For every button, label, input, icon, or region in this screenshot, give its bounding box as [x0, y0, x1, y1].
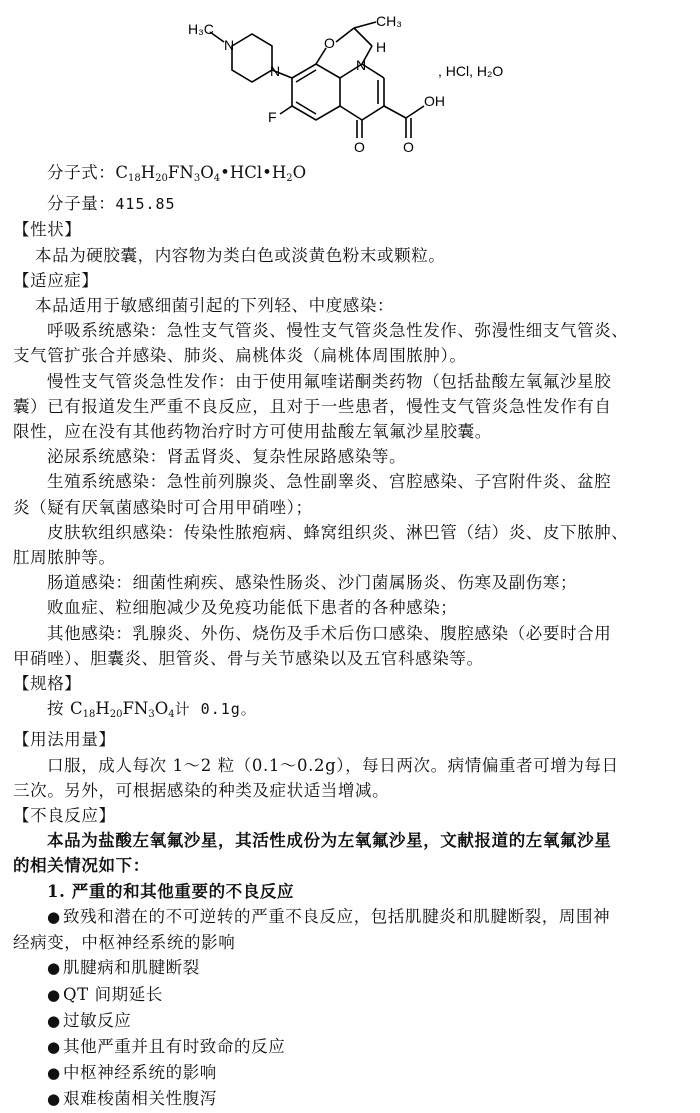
guige-prefix: 按	[47, 699, 70, 719]
section-title-yongfa: 【用法用量】	[13, 730, 116, 750]
bullet-icon: ●	[47, 1090, 61, 1109]
adverse-subheading: 1. 严重的和其他重要的不良反应	[47, 881, 295, 901]
xingzhuang-text: 本品为硬胶囊，内容物为类白色或淡黄色粉末或颗粒。	[35, 245, 446, 265]
chem-label-n2: N	[270, 63, 281, 79]
chem-label-n1: N	[224, 37, 235, 53]
bullet-icon: ●	[47, 959, 61, 978]
indication-line: 生殖系统感染：急性前列腺炎、急性副睾炎、宫腔感染、子宫附件炎、盆腔	[47, 472, 612, 492]
bullet-icon: ●	[47, 985, 61, 1004]
guige-suffix: 计 0.1g。	[174, 700, 257, 719]
section-title-shiyingzheng: 【适应症】	[13, 270, 99, 290]
chem-label-salt: , HCl, H₂O	[438, 63, 504, 79]
molecular-formula-line	[13, 160, 693, 191]
indication-line: 呼吸系统感染：急性支气管炎、慢性支气管炎急性发作、弥漫性细支气管炎、	[47, 321, 629, 341]
bullet-icon: ●	[47, 907, 61, 926]
indication-line: 肛周脓肿等。	[13, 548, 116, 568]
chem-label-oh: OH	[424, 93, 445, 109]
chem-label-h3c: H₃C	[188, 21, 214, 37]
indication-line: 囊）已有报道发生严重不良反应，且对于一些患者，慢性支气管炎急性发作有自	[13, 396, 612, 416]
indication-line: 慢性支气管炎急性发作：由于使用氟喹诺酮类药物（包括盐酸左氧氟沙星胶	[47, 371, 612, 391]
adverse-bullet-item: ● 中枢神经系统的影响	[13, 1060, 693, 1086]
chem-label-o: O	[324, 35, 335, 51]
dosage-line: 三次。另外，可根据感染的种类及症状适当增减。	[13, 780, 390, 800]
indication-line: 炎（疑有厌氧菌感染时可合用甲硝唑）；	[13, 497, 313, 517]
indication-line: 败血症、粒细胞减少及免疫功能低下患者的各种感染；	[47, 598, 458, 618]
section-title-xingzhuang: 【性状】	[13, 220, 82, 240]
adverse-bullet-item: ● 肌腱病和肌腱断裂	[13, 955, 693, 981]
adverse-bullet-continuation: 经病变，中枢神经系统的影响	[13, 933, 236, 953]
indication-line: 其他感染：乳腺炎、外伤、烧伤及手术后伤口感染、腹腔感染（必要时合用	[47, 623, 612, 643]
chemical-structure-image	[180, 6, 540, 156]
section-title-guige: 【规格】	[13, 674, 82, 694]
chem-label-n3: N	[356, 57, 367, 73]
adverse-intro-line: 的相关情况如下：	[13, 856, 150, 876]
weight-label: 分子量：	[47, 194, 116, 214]
chem-label-ketone-o: O	[354, 139, 365, 155]
adverse-intro-line: 本品为盐酸左氧氟沙星，其活性成份为左氧氟沙星，文献报道的左氧氟沙星	[47, 831, 612, 851]
indication-line: 肠道感染：细菌性痢疾、感染性肠炎、沙门菌属肠炎、伤寒及副伤寒；	[47, 573, 578, 593]
indication-line: 支气管扩张合并感染、肺炎、扁桃体炎（扁桃体周围脓肿）。	[13, 346, 467, 366]
dosage-line: 口服，成人每次 1～2 粒（0.1～0.2g），每日两次。病情偏重者可增为每日	[47, 755, 619, 775]
indication-line: 限性，应在没有其他药物治疗时方可使用盐酸左氧氟沙星胶囊。	[13, 422, 492, 442]
guige-formula: $C_{18}H_{20}FN_3O_4$	[69, 699, 175, 721]
chem-label-ch3: CH₃	[376, 13, 402, 29]
molecular-formula: $C_{18}H_{20}FN_3O_4•HCl•H_2O$	[115, 163, 307, 184]
indication-line: 皮肤软组织感染：传染性脓疱病、蜂窝组织炎、淋巴管（结）炎、皮下脓肿、	[47, 522, 629, 542]
formula-label: 分子式：	[47, 163, 116, 182]
chem-label-f: F	[268, 109, 277, 125]
bullet-icon: ●	[47, 1037, 61, 1056]
chem-label-h: H	[376, 39, 387, 55]
bullet-icon: ●	[47, 1011, 61, 1030]
indication-line: 甲硝唑）、胆囊炎、胆管炎、骨与关节感染以及五官科感染等。	[13, 648, 484, 668]
document-body	[13, 160, 693, 1113]
chem-label-acid-o: O	[403, 139, 414, 155]
adverse-bullet-item: ● QT 间期延长	[13, 982, 693, 1008]
shiyingzheng-intro: 本品适用于敏感细菌引起的下列轻、中度感染：	[35, 296, 395, 316]
bullet-icon: ●	[47, 1064, 61, 1083]
indication-line: 泌尿系统感染：肾盂肾炎、复杂性尿路感染等。	[47, 447, 407, 467]
section-title-buliang: 【不良反应】	[13, 806, 116, 826]
adverse-bullet-item: ● 其他严重并且有时致命的反应	[13, 1034, 693, 1060]
adverse-bullet-item: ● 艰难梭菌相关性腹泻	[13, 1086, 693, 1112]
molecular-weight-line	[13, 191, 693, 217]
guige-text	[13, 696, 693, 727]
adverse-bullet-item: ● 致残和潜在的不可逆转的严重不良反应，包括肌腱炎和肌腱断裂，周围神	[13, 904, 693, 930]
molecular-weight-value: 415.85	[115, 195, 176, 214]
adverse-bullet-item: ● 过敏反应	[13, 1008, 693, 1034]
